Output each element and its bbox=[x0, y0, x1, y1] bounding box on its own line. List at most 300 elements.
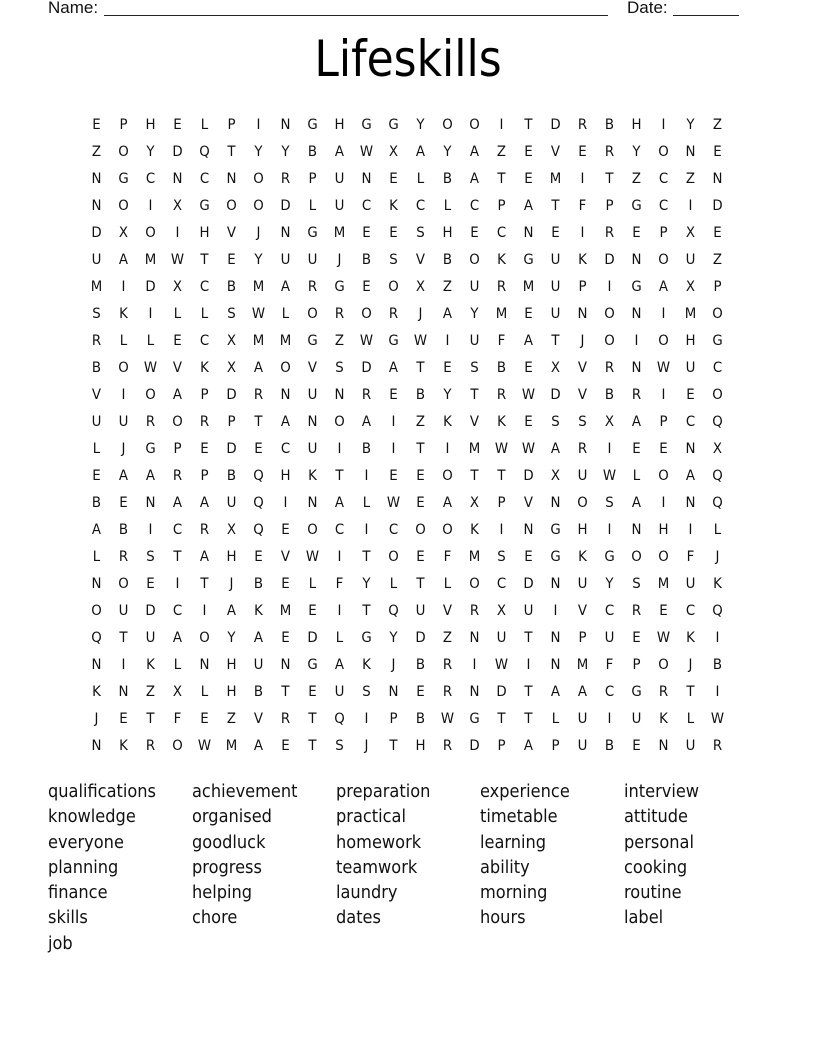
grid-letter[interactable]: H bbox=[145, 117, 156, 133]
grid-letter[interactable]: L bbox=[173, 306, 182, 322]
grid-letter[interactable]: L bbox=[632, 468, 641, 484]
grid-letter[interactable]: U bbox=[685, 360, 696, 376]
grid-letter[interactable]: J bbox=[94, 711, 99, 727]
grid-letter[interactable]: G bbox=[469, 711, 480, 727]
grid-letter[interactable]: F bbox=[578, 198, 587, 214]
grid-letter[interactable]: G bbox=[307, 225, 318, 241]
grid-letter[interactable]: T bbox=[416, 360, 425, 376]
grid-letter[interactable]: I bbox=[607, 522, 612, 538]
grid-letter[interactable]: S bbox=[362, 684, 371, 700]
grid-letter[interactable]: N bbox=[172, 171, 183, 187]
grid-letter[interactable]: I bbox=[391, 414, 396, 430]
grid-letter[interactable]: E bbox=[146, 576, 155, 592]
grid-letter[interactable]: D bbox=[91, 225, 102, 241]
grid-letter[interactable]: E bbox=[578, 144, 587, 160]
grid-letter[interactable]: E bbox=[524, 414, 533, 430]
grid-letter[interactable]: X bbox=[604, 414, 615, 430]
grid-letter[interactable]: N bbox=[631, 522, 642, 538]
grid-letter[interactable]: U bbox=[685, 576, 696, 592]
grid-letter[interactable]: Q bbox=[253, 522, 264, 538]
grid-letter[interactable]: E bbox=[524, 144, 533, 160]
grid-letter[interactable]: E bbox=[416, 495, 425, 511]
grid-letter[interactable]: N bbox=[685, 441, 696, 457]
grid-letter[interactable]: T bbox=[497, 711, 506, 727]
grid-letter[interactable]: V bbox=[226, 225, 237, 241]
grid-letter[interactable]: E bbox=[524, 360, 533, 376]
grid-letter[interactable]: L bbox=[200, 117, 209, 133]
grid-letter[interactable]: N bbox=[523, 522, 534, 538]
grid-letter[interactable]: G bbox=[604, 549, 615, 565]
grid-letter[interactable]: J bbox=[256, 225, 261, 241]
grid-letter[interactable]: R bbox=[496, 279, 507, 295]
grid-letter[interactable]: U bbox=[577, 738, 588, 754]
grid-letter[interactable]: E bbox=[254, 549, 263, 565]
grid-letter[interactable]: M bbox=[657, 576, 670, 592]
grid-letter[interactable]: T bbox=[254, 414, 263, 430]
grid-letter[interactable]: C bbox=[496, 576, 507, 592]
grid-letter[interactable]: U bbox=[577, 468, 588, 484]
grid-letter[interactable]: W bbox=[359, 333, 374, 349]
grid-letter[interactable]: T bbox=[524, 630, 533, 646]
grid-letter[interactable]: V bbox=[172, 360, 183, 376]
grid-letter[interactable]: R bbox=[118, 549, 129, 565]
grid-letter[interactable]: H bbox=[226, 657, 237, 673]
grid-letter[interactable]: Y bbox=[254, 252, 263, 268]
grid-letter[interactable]: A bbox=[523, 738, 534, 754]
grid-letter[interactable]: X bbox=[118, 225, 129, 241]
grid-letter[interactable]: D bbox=[361, 360, 372, 376]
grid-letter[interactable]: E bbox=[416, 468, 425, 484]
grid-letter[interactable]: H bbox=[415, 738, 426, 754]
grid-letter[interactable]: C bbox=[145, 171, 156, 187]
grid-letter[interactable]: R bbox=[631, 603, 642, 619]
grid-letter[interactable]: A bbox=[334, 657, 345, 673]
grid-letter[interactable]: W bbox=[656, 360, 671, 376]
grid-letter[interactable]: S bbox=[335, 360, 344, 376]
grid-letter[interactable]: Z bbox=[415, 414, 426, 430]
grid-letter[interactable]: F bbox=[497, 333, 506, 349]
grid-letter[interactable]: C bbox=[658, 171, 669, 187]
grid-letter[interactable]: G bbox=[712, 333, 723, 349]
grid-letter[interactable]: K bbox=[578, 549, 587, 565]
grid-letter[interactable]: A bbox=[118, 468, 129, 484]
grid-letter[interactable]: M bbox=[522, 279, 535, 295]
grid-letter[interactable]: Y bbox=[362, 576, 371, 592]
grid-letter[interactable]: G bbox=[307, 657, 318, 673]
grid-letter[interactable]: I bbox=[175, 576, 180, 592]
grid-letter[interactable]: E bbox=[254, 441, 263, 457]
grid-letter[interactable]: T bbox=[308, 738, 317, 754]
grid-letter[interactable]: N bbox=[91, 738, 102, 754]
grid-letter[interactable]: A bbox=[334, 495, 345, 511]
grid-letter[interactable]: M bbox=[495, 306, 508, 322]
grid-letter[interactable]: M bbox=[252, 279, 265, 295]
grid-letter[interactable]: C bbox=[685, 414, 696, 430]
grid-letter[interactable]: Z bbox=[91, 144, 102, 160]
grid-letter[interactable]: I bbox=[580, 171, 585, 187]
grid-letter[interactable]: Q bbox=[253, 468, 264, 484]
grid-letter[interactable]: E bbox=[551, 225, 560, 241]
grid-letter[interactable]: E bbox=[389, 387, 398, 403]
grid-letter[interactable]: D bbox=[226, 387, 237, 403]
grid-letter[interactable]: N bbox=[91, 198, 102, 214]
grid-letter[interactable]: R bbox=[388, 306, 399, 322]
grid-letter[interactable]: C bbox=[712, 360, 723, 376]
grid-letter[interactable]: K bbox=[578, 252, 587, 268]
grid-letter[interactable]: N bbox=[361, 171, 372, 187]
grid-letter[interactable]: H bbox=[226, 684, 237, 700]
grid-letter[interactable]: O bbox=[604, 333, 615, 349]
grid-letter[interactable]: A bbox=[280, 414, 291, 430]
grid-letter[interactable]: N bbox=[550, 495, 561, 511]
grid-letter[interactable]: I bbox=[148, 522, 153, 538]
grid-letter[interactable]: Y bbox=[416, 117, 425, 133]
grid-letter[interactable]: L bbox=[335, 630, 344, 646]
grid-letter[interactable]: W bbox=[494, 441, 509, 457]
grid-letter[interactable]: T bbox=[416, 576, 425, 592]
grid-letter[interactable]: F bbox=[443, 549, 452, 565]
grid-letter[interactable]: W bbox=[521, 441, 536, 457]
grid-letter[interactable]: U bbox=[334, 684, 345, 700]
grid-letter[interactable]: N bbox=[550, 657, 561, 673]
grid-letter[interactable]: A bbox=[226, 603, 237, 619]
grid-letter[interactable]: A bbox=[631, 495, 642, 511]
grid-letter[interactable]: Y bbox=[605, 576, 614, 592]
grid-letter[interactable]: X bbox=[172, 279, 183, 295]
grid-letter[interactable]: I bbox=[607, 441, 612, 457]
grid-letter[interactable]: A bbox=[253, 630, 264, 646]
grid-letter[interactable]: Y bbox=[146, 144, 155, 160]
grid-letter[interactable]: N bbox=[307, 495, 318, 511]
grid-letter[interactable]: A bbox=[415, 144, 426, 160]
grid-letter[interactable]: J bbox=[418, 306, 423, 322]
grid-letter[interactable]: H bbox=[631, 117, 642, 133]
grid-letter[interactable]: F bbox=[173, 711, 182, 727]
grid-letter[interactable]: O bbox=[91, 603, 102, 619]
grid-letter[interactable]: N bbox=[685, 495, 696, 511]
grid-letter[interactable]: E bbox=[308, 684, 317, 700]
grid-letter[interactable]: B bbox=[604, 738, 615, 754]
grid-letter[interactable]: X bbox=[388, 144, 399, 160]
grid-letter[interactable]: A bbox=[253, 738, 264, 754]
grid-letter[interactable]: O bbox=[442, 522, 453, 538]
grid-letter[interactable]: Z bbox=[496, 144, 507, 160]
grid-letter[interactable]: O bbox=[658, 252, 669, 268]
grid-letter[interactable]: K bbox=[254, 603, 263, 619]
grid-letter[interactable]: A bbox=[91, 522, 102, 538]
grid-letter[interactable]: X bbox=[550, 468, 561, 484]
grid-letter[interactable]: O bbox=[469, 576, 480, 592]
grid-letter[interactable]: E bbox=[281, 738, 290, 754]
grid-letter[interactable]: D bbox=[712, 198, 723, 214]
grid-letter[interactable]: E bbox=[524, 171, 533, 187]
grid-letter[interactable]: U bbox=[118, 603, 129, 619]
grid-letter[interactable]: Z bbox=[685, 171, 696, 187]
grid-letter[interactable]: I bbox=[634, 333, 639, 349]
grid-letter[interactable]: N bbox=[280, 225, 291, 241]
grid-letter[interactable]: E bbox=[443, 360, 452, 376]
grid-letter[interactable]: B bbox=[712, 657, 723, 673]
grid-letter[interactable]: K bbox=[389, 198, 398, 214]
grid-letter[interactable]: J bbox=[580, 333, 585, 349]
grid-letter[interactable]: X bbox=[172, 684, 183, 700]
grid-letter[interactable]: F bbox=[686, 549, 695, 565]
grid-letter[interactable]: U bbox=[253, 657, 264, 673]
grid-letter[interactable]: M bbox=[468, 549, 481, 565]
grid-letter[interactable]: P bbox=[659, 414, 668, 430]
grid-letter[interactable]: N bbox=[631, 360, 642, 376]
grid-letter[interactable]: C bbox=[199, 171, 210, 187]
grid-letter[interactable]: E bbox=[389, 468, 398, 484]
grid-letter[interactable]: B bbox=[604, 387, 615, 403]
grid-letter[interactable]: K bbox=[362, 657, 371, 673]
grid-letter[interactable]: W bbox=[710, 711, 725, 727]
grid-letter[interactable]: T bbox=[308, 711, 317, 727]
date-field[interactable] bbox=[673, 15, 739, 16]
grid-letter[interactable]: O bbox=[604, 306, 615, 322]
grid-letter[interactable]: N bbox=[469, 630, 480, 646]
grid-letter[interactable]: N bbox=[658, 738, 669, 754]
grid-letter[interactable]: E bbox=[416, 549, 425, 565]
grid-letter[interactable]: I bbox=[256, 117, 261, 133]
grid-letter[interactable]: L bbox=[146, 333, 155, 349]
grid-letter[interactable]: U bbox=[307, 252, 318, 268]
grid-letter[interactable]: M bbox=[684, 306, 697, 322]
grid-letter[interactable]: V bbox=[91, 387, 102, 403]
grid-letter[interactable]: E bbox=[200, 711, 209, 727]
grid-letter[interactable]: Q bbox=[712, 468, 723, 484]
grid-letter[interactable]: N bbox=[199, 657, 210, 673]
grid-letter[interactable]: L bbox=[92, 441, 101, 457]
grid-letter[interactable]: Z bbox=[442, 279, 453, 295]
grid-letter[interactable]: K bbox=[470, 522, 479, 538]
grid-letter[interactable]: I bbox=[148, 306, 153, 322]
grid-letter[interactable]: E bbox=[632, 225, 641, 241]
grid-letter[interactable]: C bbox=[388, 522, 399, 538]
grid-letter[interactable]: T bbox=[389, 738, 398, 754]
grid-letter[interactable]: S bbox=[470, 360, 479, 376]
grid-letter[interactable]: S bbox=[92, 306, 101, 322]
grid-letter[interactable]: U bbox=[415, 603, 426, 619]
grid-letter[interactable]: A bbox=[361, 414, 372, 430]
grid-letter[interactable]: X bbox=[226, 522, 237, 538]
grid-letter[interactable]: J bbox=[688, 657, 693, 673]
grid-letter[interactable]: A bbox=[118, 252, 129, 268]
grid-letter[interactable]: V bbox=[253, 711, 264, 727]
grid-letter[interactable]: C bbox=[496, 225, 507, 241]
grid-letter[interactable]: A bbox=[172, 387, 183, 403]
grid-letter[interactable]: I bbox=[553, 603, 558, 619]
grid-letter[interactable]: P bbox=[497, 495, 506, 511]
grid-letter[interactable]: O bbox=[172, 738, 183, 754]
grid-letter[interactable]: I bbox=[337, 549, 342, 565]
grid-letter[interactable]: P bbox=[578, 279, 587, 295]
grid-letter[interactable]: B bbox=[91, 360, 102, 376]
grid-letter[interactable]: N bbox=[91, 657, 102, 673]
grid-letter[interactable]: G bbox=[550, 549, 561, 565]
grid-letter[interactable]: A bbox=[550, 441, 561, 457]
grid-letter[interactable]: K bbox=[659, 711, 668, 727]
grid-letter[interactable]: L bbox=[119, 333, 128, 349]
grid-letter[interactable]: E bbox=[659, 441, 668, 457]
grid-letter[interactable]: B bbox=[415, 711, 426, 727]
grid-letter[interactable]: I bbox=[580, 225, 585, 241]
grid-letter[interactable]: S bbox=[416, 225, 425, 241]
grid-letter[interactable]: O bbox=[307, 522, 318, 538]
grid-letter[interactable]: C bbox=[172, 522, 183, 538]
grid-letter[interactable]: L bbox=[308, 198, 317, 214]
grid-letter[interactable]: O bbox=[280, 360, 291, 376]
grid-letter[interactable]: P bbox=[713, 279, 722, 295]
grid-letter[interactable]: E bbox=[173, 333, 182, 349]
grid-letter[interactable]: W bbox=[521, 387, 536, 403]
grid-letter[interactable]: D bbox=[523, 576, 534, 592]
grid-letter[interactable]: M bbox=[279, 603, 292, 619]
grid-letter[interactable]: A bbox=[172, 630, 183, 646]
grid-letter[interactable]: T bbox=[146, 711, 155, 727]
grid-letter[interactable]: H bbox=[442, 225, 453, 241]
grid-letter[interactable]: A bbox=[280, 279, 291, 295]
grid-letter[interactable]: Y bbox=[389, 630, 398, 646]
grid-letter[interactable]: B bbox=[415, 387, 426, 403]
grid-letter[interactable]: N bbox=[280, 117, 291, 133]
grid-letter[interactable]: L bbox=[92, 549, 101, 565]
grid-letter[interactable]: O bbox=[118, 198, 129, 214]
grid-letter[interactable]: C bbox=[199, 279, 210, 295]
grid-letter[interactable]: H bbox=[199, 225, 210, 241]
grid-letter[interactable]: U bbox=[334, 171, 345, 187]
grid-letter[interactable]: O bbox=[226, 198, 237, 214]
grid-letter[interactable]: O bbox=[442, 468, 453, 484]
grid-letter[interactable]: S bbox=[551, 414, 560, 430]
grid-letter[interactable]: N bbox=[91, 171, 102, 187]
grid-letter[interactable]: U bbox=[334, 198, 345, 214]
grid-letter[interactable]: O bbox=[388, 549, 399, 565]
grid-letter[interactable]: U bbox=[577, 576, 588, 592]
grid-letter[interactable]: I bbox=[337, 603, 342, 619]
grid-letter[interactable]: T bbox=[281, 684, 290, 700]
grid-letter[interactable]: O bbox=[118, 576, 129, 592]
grid-letter[interactable]: R bbox=[145, 738, 156, 754]
grid-letter[interactable]: V bbox=[577, 603, 588, 619]
grid-letter[interactable]: H bbox=[226, 549, 237, 565]
grid-letter[interactable]: N bbox=[226, 171, 237, 187]
grid-letter[interactable]: N bbox=[550, 630, 561, 646]
grid-letter[interactable]: I bbox=[364, 522, 369, 538]
grid-letter[interactable]: S bbox=[146, 549, 155, 565]
grid-letter[interactable]: T bbox=[470, 468, 479, 484]
grid-letter[interactable]: I bbox=[364, 468, 369, 484]
grid-letter[interactable]: L bbox=[713, 522, 722, 538]
grid-letter[interactable]: V bbox=[280, 549, 291, 565]
grid-letter[interactable]: X bbox=[685, 279, 696, 295]
grid-letter[interactable]: I bbox=[364, 711, 369, 727]
grid-letter[interactable]: K bbox=[443, 414, 452, 430]
grid-letter[interactable]: L bbox=[308, 576, 317, 592]
grid-letter[interactable]: E bbox=[470, 225, 479, 241]
grid-letter[interactable]: J bbox=[337, 252, 342, 268]
grid-letter[interactable]: J bbox=[121, 441, 126, 457]
grid-letter[interactable]: U bbox=[685, 738, 696, 754]
grid-letter[interactable]: Y bbox=[281, 144, 290, 160]
grid-letter[interactable]: B bbox=[91, 495, 102, 511]
grid-letter[interactable]: G bbox=[361, 630, 372, 646]
grid-letter[interactable]: V bbox=[469, 414, 480, 430]
grid-letter[interactable]: T bbox=[551, 198, 560, 214]
grid-letter[interactable]: L bbox=[686, 711, 695, 727]
grid-letter[interactable]: T bbox=[551, 333, 560, 349]
grid-letter[interactable]: E bbox=[200, 441, 209, 457]
grid-letter[interactable]: Z bbox=[442, 630, 453, 646]
grid-letter[interactable]: O bbox=[145, 387, 156, 403]
grid-letter[interactable]: O bbox=[415, 522, 426, 538]
grid-letter[interactable]: B bbox=[226, 279, 237, 295]
grid-letter[interactable]: T bbox=[605, 171, 614, 187]
grid-letter[interactable]: R bbox=[280, 711, 291, 727]
grid-letter[interactable]: D bbox=[496, 684, 507, 700]
grid-letter[interactable]: I bbox=[688, 198, 693, 214]
grid-letter[interactable]: A bbox=[631, 414, 642, 430]
grid-letter[interactable]: W bbox=[170, 252, 185, 268]
grid-letter[interactable]: I bbox=[121, 387, 126, 403]
grid-letter[interactable]: V bbox=[415, 252, 426, 268]
grid-letter[interactable]: I bbox=[391, 441, 396, 457]
grid-letter[interactable]: Y bbox=[227, 630, 236, 646]
grid-letter[interactable]: R bbox=[577, 117, 588, 133]
grid-letter[interactable]: I bbox=[499, 117, 504, 133]
grid-letter[interactable]: D bbox=[145, 279, 156, 295]
grid-letter[interactable]: U bbox=[469, 333, 480, 349]
grid-letter[interactable]: P bbox=[173, 441, 182, 457]
grid-letter[interactable]: K bbox=[497, 414, 506, 430]
grid-letter[interactable]: O bbox=[253, 198, 264, 214]
grid-letter[interactable]: T bbox=[119, 630, 128, 646]
grid-letter[interactable]: F bbox=[335, 576, 344, 592]
grid-letter[interactable]: B bbox=[253, 576, 264, 592]
grid-letter[interactable]: O bbox=[253, 171, 264, 187]
grid-letter[interactable]: D bbox=[550, 117, 561, 133]
grid-letter[interactable]: L bbox=[443, 576, 452, 592]
grid-letter[interactable]: P bbox=[227, 117, 236, 133]
grid-letter[interactable]: N bbox=[91, 576, 102, 592]
grid-letter[interactable]: R bbox=[712, 738, 723, 754]
grid-letter[interactable]: S bbox=[335, 738, 344, 754]
grid-letter[interactable]: P bbox=[497, 738, 506, 754]
grid-letter[interactable]: N bbox=[631, 306, 642, 322]
grid-letter[interactable]: E bbox=[389, 171, 398, 187]
grid-letter[interactable]: I bbox=[661, 117, 666, 133]
grid-letter[interactable]: L bbox=[389, 576, 398, 592]
grid-letter[interactable]: Q bbox=[712, 603, 723, 619]
grid-letter[interactable]: R bbox=[280, 171, 291, 187]
grid-letter[interactable]: C bbox=[469, 198, 480, 214]
grid-letter[interactable]: B bbox=[496, 360, 507, 376]
grid-letter[interactable]: Z bbox=[712, 252, 723, 268]
grid-letter[interactable]: D bbox=[469, 738, 480, 754]
grid-letter[interactable]: X bbox=[550, 360, 561, 376]
grid-letter[interactable]: M bbox=[252, 333, 265, 349]
grid-letter[interactable]: R bbox=[469, 603, 480, 619]
grid-letter[interactable]: H bbox=[280, 468, 291, 484]
grid-letter[interactable]: R bbox=[442, 684, 453, 700]
grid-letter[interactable]: O bbox=[658, 468, 669, 484]
grid-letter[interactable]: X bbox=[226, 360, 237, 376]
grid-letter[interactable]: I bbox=[148, 198, 153, 214]
grid-letter[interactable]: I bbox=[661, 495, 666, 511]
grid-letter[interactable]: A bbox=[550, 684, 561, 700]
grid-letter[interactable]: R bbox=[334, 306, 345, 322]
grid-letter[interactable]: A bbox=[442, 306, 453, 322]
